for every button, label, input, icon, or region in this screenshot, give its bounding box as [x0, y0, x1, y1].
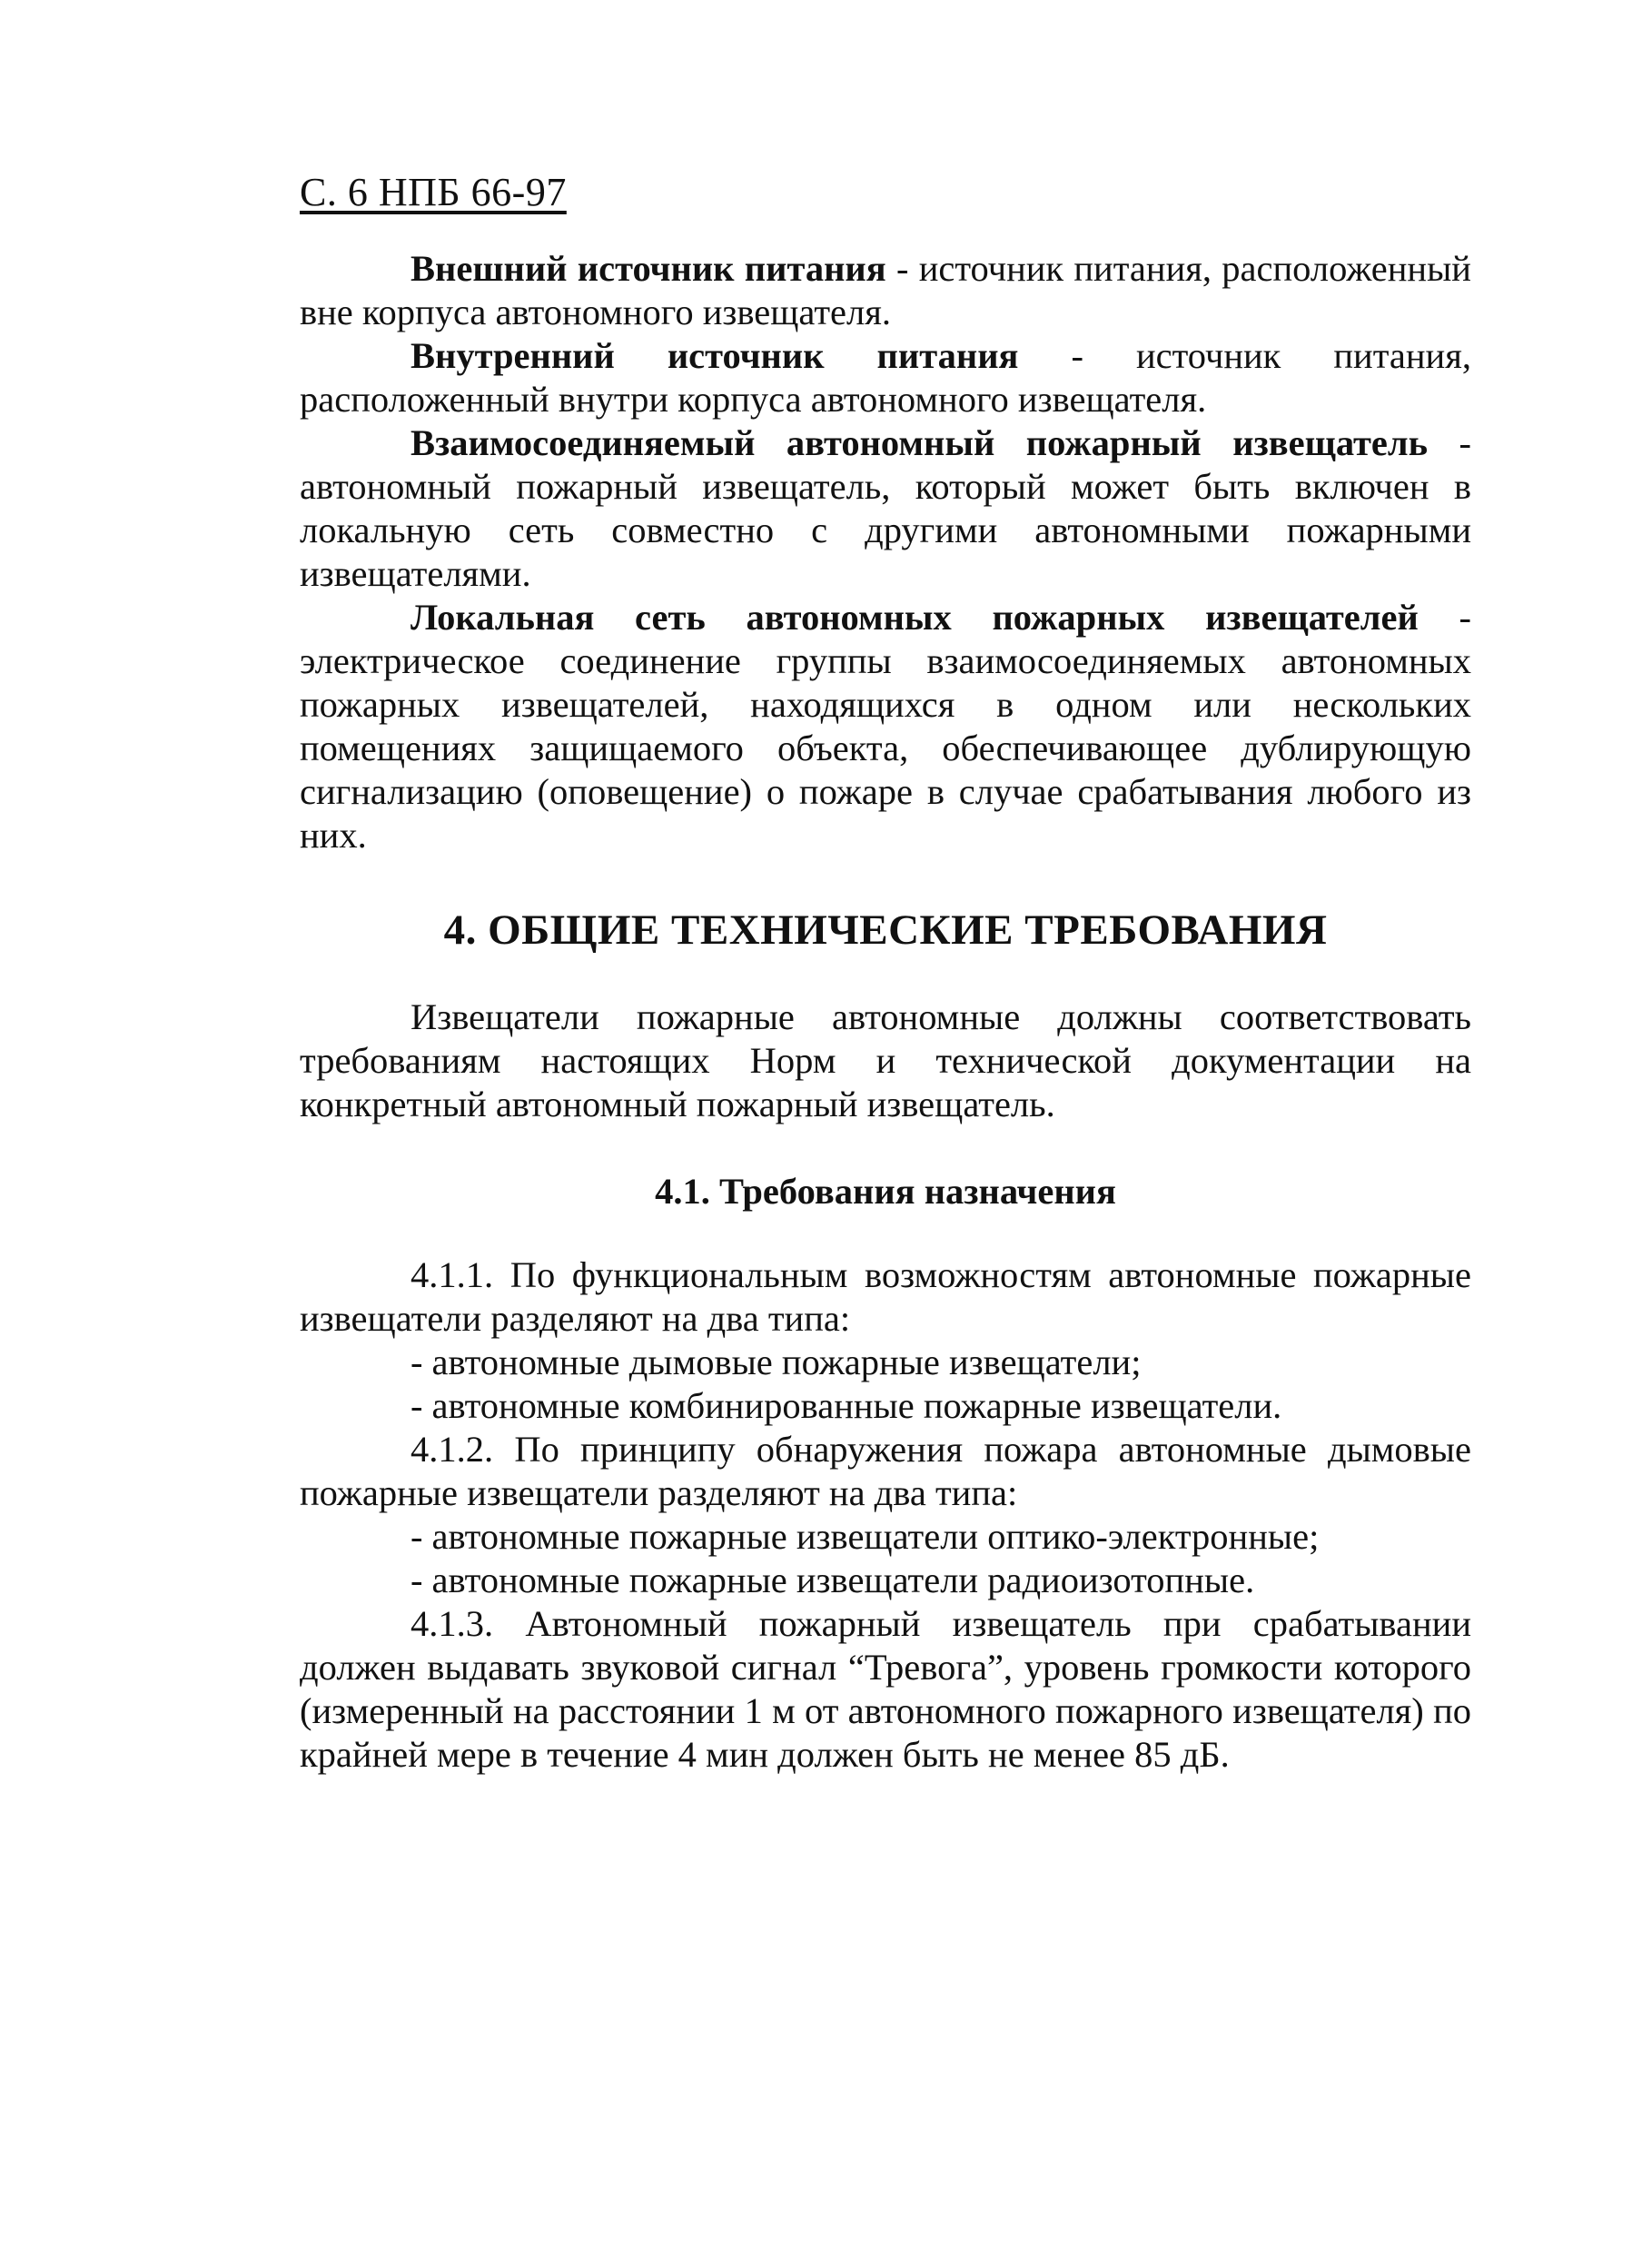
list-item [300, 1515, 1471, 1559]
definition-separator: - [1428, 422, 1471, 463]
definition-text: источник питания, расположенный внутри корпуса автономного извещателя. [300, 335, 1471, 420]
subsection-heading: 4.1. Требования назначения [655, 1171, 1116, 1212]
section-intro: Извещатели пожарные автономные должны соответствовать требованиям настоящих Норм и технической документации на конкретный автономный пожарный извещатель. [300, 996, 1471, 1124]
list-item-text: автономные пожарные извещатели оптико-электронные; [431, 1516, 1320, 1557]
list-item [300, 1341, 1471, 1384]
list-item [300, 1384, 1471, 1428]
clause-4-1-3: 4.1.3. Автономный пожарный извещатель при срабатывании должен выдавать звуковой сигнал “Тревога”, уровень громкости которого (измеренный на расстоянии 1 м от автономного пожарного извещателя) по крайней мере в течение 4 мин должен быть не менее 85 дБ. [300, 1603, 1471, 1775]
section-heading: 4. ОБЩИЕ ТЕХНИЧЕСКИЕ ТРЕБОВАНИЯ [443, 906, 1328, 954]
page-header: С. 6 НПБ 66-97 [300, 170, 567, 214]
definition-text: электрическое соединение группы взаимосоединяемых автономных пожарных извещателей, находящихся в одном или нескольких помещениях защищаемого объекта, обеспечивающее дублирующую сигнализацию (оповещение) о пожаре в случае срабатывания любого из них. [300, 640, 1471, 856]
definition-separator: - [885, 248, 919, 289]
definition-term: Взаимосоединяемый автономный пожарный извещатель [410, 422, 1429, 463]
list-dash: - [410, 1516, 423, 1557]
clause-4-1-2: 4.1.2. По принципу обнаружения пожара автономные дымовые пожарные извещатели разделяют на два типа: [300, 1429, 1471, 1513]
definition-text: автономный пожарный извещатель, который может быть включен в локальную сеть совместно с другими автономными пожарными извещателями. [300, 466, 1471, 594]
list-item [300, 1559, 1471, 1602]
clause-4-1-1: 4.1.1. По функциональным возможностям автономные пожарные извещатели разделяют на два типа: [300, 1254, 1471, 1339]
definition-term: Внешний источник питания [410, 248, 886, 289]
definition-paragraph [300, 596, 1471, 857]
list-item-text: автономные комбинированные пожарные извещатели. [431, 1385, 1282, 1426]
definition-paragraph [300, 247, 1471, 334]
definition-text: источник питания, расположенный вне корпуса автономного извещателя. [300, 248, 1471, 332]
page-body [300, 247, 1471, 1777]
list-item-text: автономные дымовые пожарные извещатели; [431, 1342, 1142, 1382]
list-dash: - [410, 1385, 423, 1426]
definition-paragraph [300, 334, 1471, 421]
definition-separator: - [1418, 597, 1471, 638]
definition-paragraph [300, 421, 1471, 596]
definition-separator: - [1018, 335, 1136, 376]
list-item-text: автономные пожарные извещатели радиоизотопные. [431, 1560, 1255, 1600]
definition-term: Внутренний источник питания [410, 335, 1019, 376]
list-dash: - [410, 1560, 423, 1600]
list-dash: - [410, 1342, 423, 1382]
definition-term: Локальная сеть автономных пожарных извещателей [410, 597, 1419, 638]
